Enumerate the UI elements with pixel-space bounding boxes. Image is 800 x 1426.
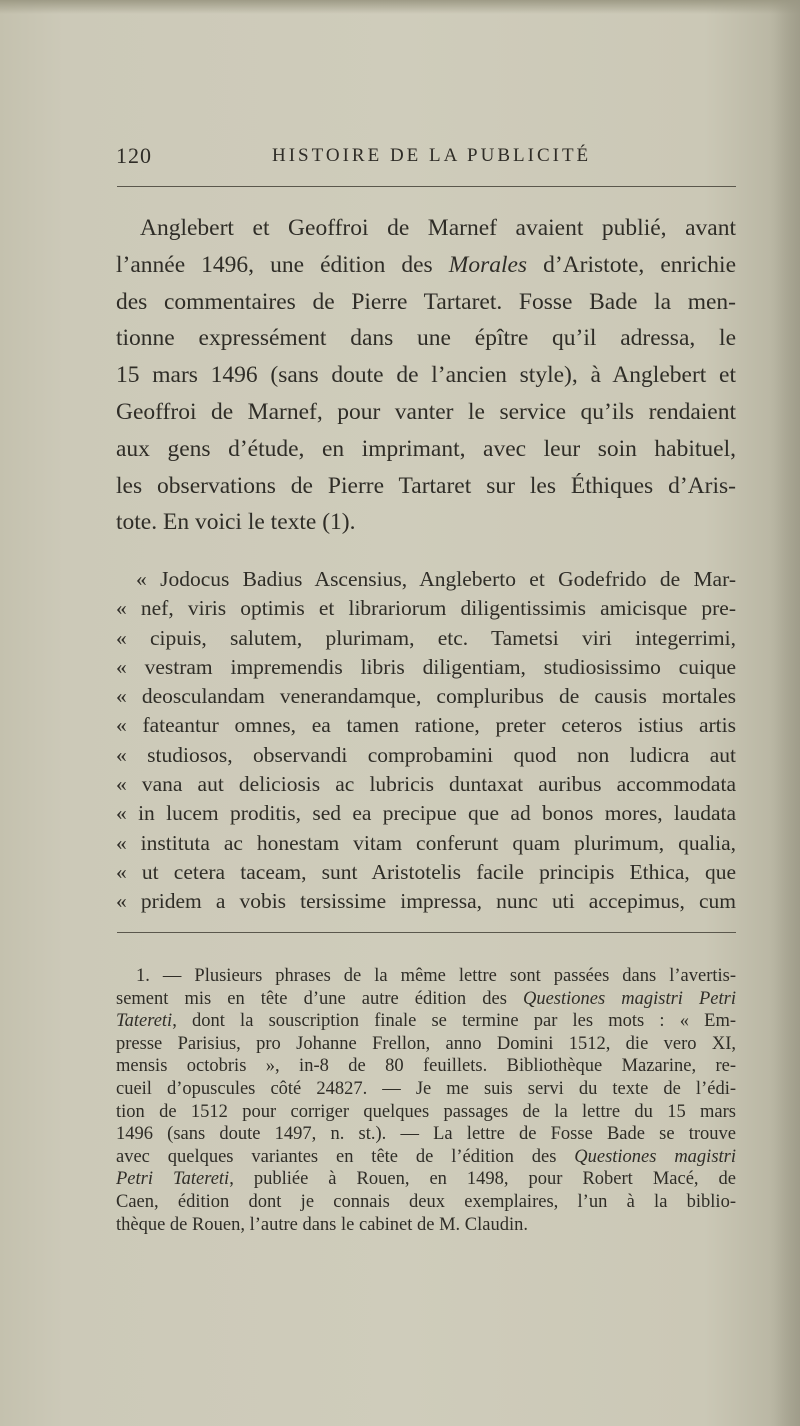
quote-line: « in lucem proditis, sed ea precipue que ad bonos mores, laudata bbox=[116, 801, 736, 826]
book-title-tatereti: Tatereti bbox=[116, 1011, 173, 1032]
footnote-line: cueil d’opuscules côté 24827. — Je me suis servi du texte de l’édi- bbox=[116, 1078, 736, 1099]
quote-line: « studiosos, observandi comprobamini quod non ludicra aut bbox=[116, 742, 736, 767]
body-line-part: l’année 1496, une édition des bbox=[116, 251, 449, 278]
body-line: tionne expressément dans une épître qu’il adressa, le bbox=[116, 325, 736, 352]
body-line-with-title bbox=[116, 247, 736, 284]
body-line: Geoffroi de Marnef, pour vanter le service qu’ils rendaient bbox=[116, 398, 736, 425]
latin-quotation bbox=[116, 565, 736, 917]
body-line: des commentaires de Pierre Tartaret. Fosse Bade la men- bbox=[116, 288, 736, 315]
footnote-line bbox=[116, 1168, 736, 1191]
footnote-line: tion de 1512 pour corriger quelques passages de la lettre du 15 mars bbox=[116, 1101, 736, 1122]
footnote-line-part: sement mis en tête d’une autre édition des bbox=[116, 988, 523, 1009]
body-line: les observations de Pierre Tartaret sur les Éthiques d’Aris- bbox=[116, 472, 736, 499]
footnote-line bbox=[116, 1146, 736, 1169]
footnote-line bbox=[116, 988, 736, 1011]
book-title-petri-tatereti: Petri Tatereti bbox=[116, 1169, 230, 1190]
body-line: Anglebert et Geoffroi de Marnef avaient publié, avant bbox=[140, 215, 736, 241]
quote-line: « Jodocus Badius Ascensius, Angleberto et Godefrido de Mar- bbox=[136, 567, 736, 591]
quote-line: « fateantur omnes, ea tamen ratione, preter ceteros istius artis bbox=[116, 713, 736, 738]
body-line: 15 mars 1496 (sans doute de l’ancien style), à Anglebert et bbox=[116, 362, 736, 389]
footnote bbox=[116, 965, 736, 1236]
book-title-questiones: Questiones magistri Petri bbox=[522, 988, 736, 1009]
footnote-line: Caen, édition dont je connais deux exemplaires, l’un à la biblio- bbox=[116, 1191, 736, 1212]
footnote-line: 1496 (sans doute 1497, n. st.). — La lettre de Fosse Bade se trouve bbox=[116, 1124, 736, 1145]
footnote-line: 1. — Plusieurs phrases de la même lettre sont passées dans l’avertis- bbox=[136, 966, 736, 986]
quote-line: « instituta ac honestam vitam conferunt quam plurimum, qualia, bbox=[116, 830, 736, 855]
quote-line: « vestram impremendis libris diligentiam, studiosissimo cuique bbox=[116, 654, 736, 679]
footnote-line-part: , publiée à Rouen, en 1498, pour Robert Macé, de bbox=[229, 1169, 737, 1190]
running-title: HISTOIRE DE LA PUBLICITÉ bbox=[272, 145, 592, 166]
header-rule bbox=[117, 186, 736, 187]
quote-line: « vana aut deliciosis ac lubricis duntaxat auribus accommodata bbox=[116, 772, 736, 797]
body-paragraph bbox=[116, 210, 736, 541]
page-gutter-shadow bbox=[770, 0, 800, 1426]
footnote-line-part: , dont la souscription finale se termine par les mots : « Em- bbox=[172, 1011, 736, 1032]
page-number: 120 bbox=[116, 143, 152, 168]
footnote-line-part: avec quelques variantes en tête de l’édition des bbox=[116, 1146, 575, 1167]
quote-line: « ut cetera taceam, sunt Aristotelis facile principis Ethica, que bbox=[116, 859, 736, 884]
body-line: tote. En voici le texte (1). bbox=[116, 509, 356, 536]
page-top-shadow bbox=[0, 0, 800, 14]
footnote-line: mensis octobris », in-8 de 80 feuillets. Bibliothèque Mazarine, re- bbox=[116, 1056, 736, 1077]
footnote-line bbox=[116, 1010, 736, 1033]
body-line-part: d’Aristote, enrichie bbox=[527, 251, 736, 278]
quote-line: « nef, viris optimis et librariorum diligentissimis amicisque pre- bbox=[116, 596, 736, 621]
quote-line: « pridem a vobis tersissime impressa, nunc uti accepimus, cum bbox=[116, 889, 736, 914]
book-title-questiones-2: Questiones magistri bbox=[574, 1146, 736, 1167]
body-line: aux gens d’étude, en imprimant, avec leur soin habituel, bbox=[116, 435, 736, 462]
quote-line: « deosculandam venerandamque, compluribus de causis mortales bbox=[116, 684, 736, 709]
quote-line: « cipuis, salutem, plurimam, etc. Tametsi viri integerrimi, bbox=[116, 625, 736, 650]
book-title-morales: Morales bbox=[448, 251, 528, 278]
footnote-line: thèque de Rouen, l’autre dans le cabinet de M. Claudin. bbox=[116, 1214, 529, 1235]
footnote-line: presse Parisius, pro Johanne Frellon, anno Domini 1512, die vero XI, bbox=[116, 1033, 736, 1054]
footnote-rule bbox=[117, 932, 736, 933]
